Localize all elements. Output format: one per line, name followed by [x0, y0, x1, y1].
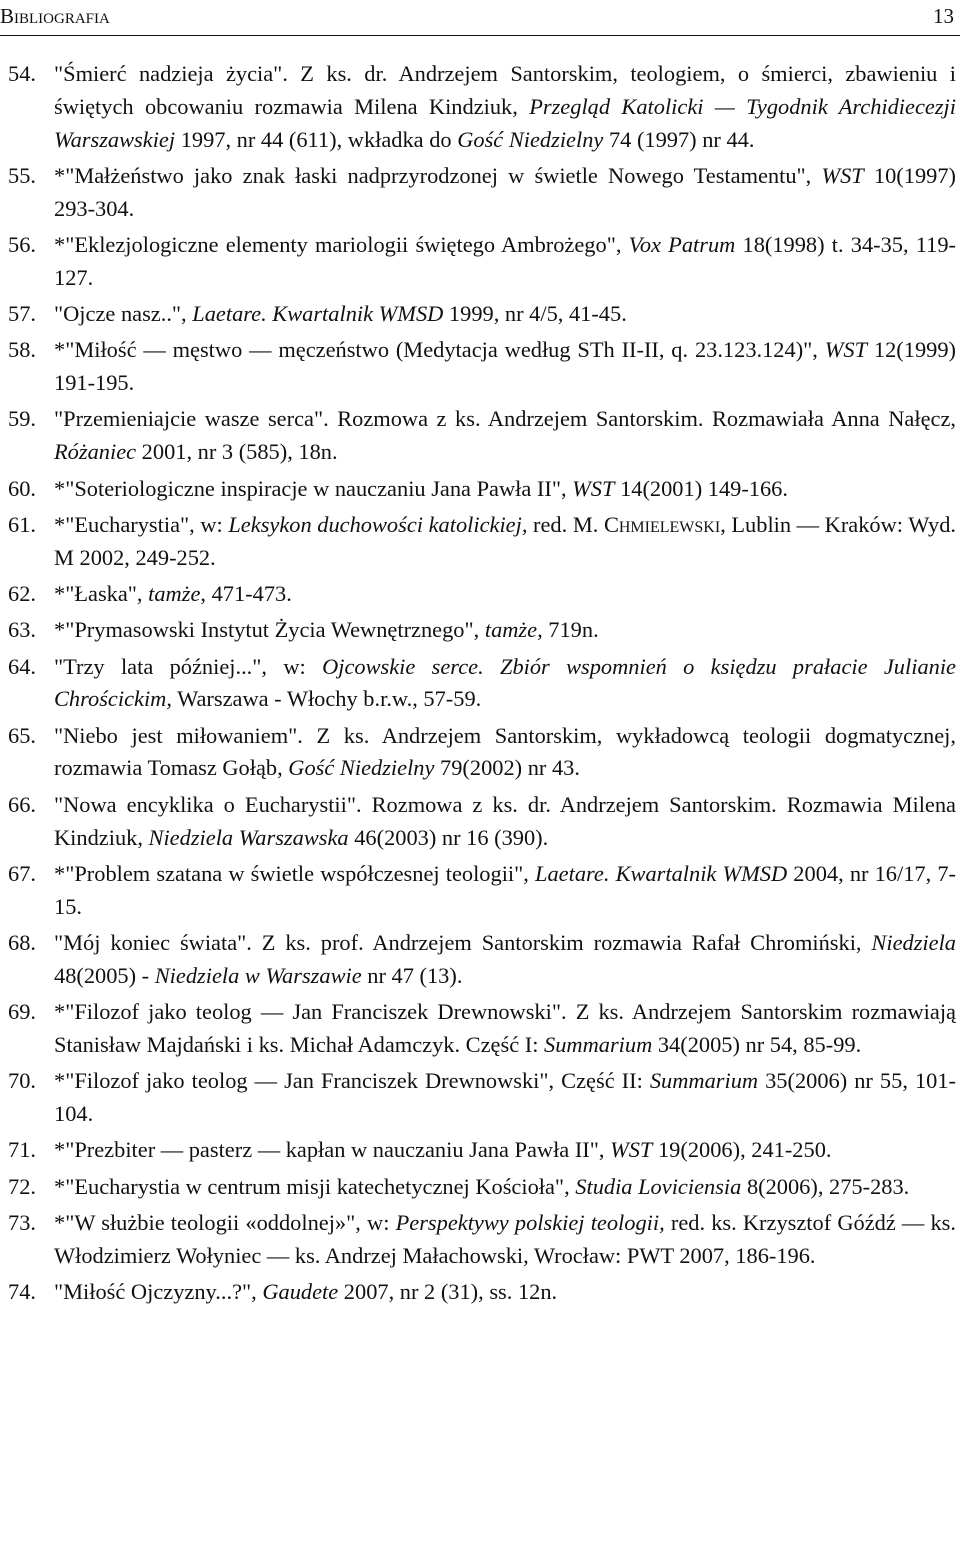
header-rule	[0, 35, 960, 36]
entry-number: 58.	[8, 337, 36, 363]
entry-text: "Śmierć nadzieja życia". Z ks. dr. Andrzejem Santorskim, teologiem, o śmierci, zbawieniu i świętych obcowaniu rozmawia Milena Kindziuk,	[54, 61, 956, 119]
entry-title-italic: tamże	[148, 580, 201, 606]
entry-title-italic: Summarium	[649, 1068, 759, 1094]
entry-number: 71.	[8, 1137, 36, 1163]
entry-text: "Mój koniec świata". Z ks. prof. Andrzejem Santorskim rozmawia Rafał Chromiński,	[54, 929, 872, 955]
entry-text: "Nowa encyklika o Eucharystii". Rozmowa z ks. dr. Andrzejem Santorskim. Rozmawia Milena Kindziuk,	[54, 791, 956, 850]
entry-text: 14(2001) 149-166.	[614, 475, 788, 501]
entry-number: 60.	[8, 475, 36, 501]
entry-text: *"Soteriologiczne inspiracje w nauczaniu Jana Pawła II",	[54, 475, 573, 501]
entry-title-italic: tamże,	[484, 617, 543, 643]
bibliography-entry	[0, 858, 956, 924]
bibliography-entry	[0, 1276, 956, 1309]
bibliography-entry	[0, 298, 956, 331]
entry-title-italic: Gaudete	[262, 1278, 339, 1304]
bibliography-list	[0, 58, 956, 1312]
entry-text: *"Eucharystia", w:	[54, 511, 229, 537]
bibliography-entry	[0, 996, 956, 1062]
entry-number: 55.	[8, 162, 36, 188]
entry-title-italic: Różaniec	[54, 439, 137, 465]
entry-title-italic: Leksykon duchowości katolickiej,	[228, 511, 528, 537]
entry-text: "Miłość Ojczyzny...?",	[54, 1278, 263, 1304]
entry-text: 34(2005) nr 54, 85-99.	[652, 1031, 862, 1057]
bibliography-entry	[0, 614, 956, 647]
entry-title-italic: Laetare. Kwartalnik WMSD	[535, 860, 788, 886]
bibliography-entry	[0, 1171, 956, 1204]
entry-number: 67.	[8, 860, 36, 886]
entry-number: 56.	[8, 231, 36, 257]
entry-number: 72.	[8, 1173, 36, 1199]
entry-number: 64.	[8, 653, 36, 679]
entry-title-italic: Niedziela Warszawska	[148, 824, 349, 850]
entry-text: red. ks. Krzysztof Góźdź — ks. Włodzimierz Wołyniec — ks. Andrzej Małachowski, Wrocław: PWT 2007, 186-196.	[54, 1209, 956, 1268]
entry-text: 8(2006), 275-283.	[741, 1173, 910, 1199]
entry-number: 74.	[8, 1278, 36, 1304]
entry-text: *"Eucharystia w centrum misji katechetycznej Kościoła",	[54, 1173, 576, 1199]
entry-text: *"Prymasowski Instytut Życia Wewnętrznego",	[54, 617, 485, 643]
entry-text: 10(1997) 293-304.	[54, 162, 956, 221]
entry-number: 68.	[8, 929, 36, 955]
entry-title-italic: WST	[572, 475, 615, 501]
page-number: 13	[933, 4, 954, 28]
bibliography-entry	[0, 473, 956, 506]
entry-text: *"Filozof jako teolog — Jan Franciszek Drewnowski". Z ks. Andrzejem Santorskim rozmawiają Stanisław Majdański i ks. Michał Adamczyk. Część I:	[54, 999, 956, 1057]
entry-number: 69.	[8, 999, 36, 1025]
entry-title-italic: Gość Niedzielny	[288, 755, 435, 781]
entry-number: 54.	[8, 61, 36, 86]
entry-text: 2007, nr 2 (31), ss. 12n.	[338, 1278, 558, 1304]
entry-number: 63.	[8, 617, 36, 643]
entry-text: *"Eklezjologiczne elementy mariologii świętego Ambrożego",	[54, 231, 629, 257]
bibliography-entry	[0, 651, 956, 717]
bibliography-entry	[0, 1065, 956, 1131]
entry-title-italic: Gość Niedzielny	[457, 126, 604, 152]
entry-title-italic: Studia Loviciensia	[575, 1173, 742, 1199]
entry-text: 35(2006) nr 55, 101-104.	[54, 1068, 956, 1126]
entry-text: 2001, nr 3 (585), 18n.	[136, 439, 338, 465]
bibliography-entry	[0, 229, 956, 295]
entry-text: 79(2002) nr 43.	[434, 755, 580, 781]
bibliography-entry	[0, 160, 956, 226]
bibliography-entry	[0, 509, 956, 575]
entry-text: *"Małżeństwo jako znak łaski nadprzyrodzonej w świetle Nowego Testamentu",	[54, 162, 822, 188]
entry-number: 66.	[8, 791, 36, 817]
entry-text: , 471-473.	[200, 580, 292, 606]
entry-title-italic: Przegląd Katolicki — Tygodnik Archidiecezji Warszawskiej	[54, 93, 956, 152]
entry-text: *"W służbie teologii «oddolnej»", w:	[54, 1209, 396, 1235]
entry-number: 73.	[8, 1209, 36, 1235]
entry-title-italic: WST	[824, 337, 868, 363]
entry-text: "Przemieniajcie wasze serca". Rozmowa z ks. Andrzejem Santorskim. Rozmawiała Anna Nałęcz,	[54, 406, 956, 432]
entry-number: 65.	[8, 722, 36, 748]
entry-number: 61.	[8, 511, 36, 537]
entry-text: Warszawa - Włochy b.r.w., 57-59.	[171, 686, 482, 712]
entry-text: "Niebo jest miłowaniem". Z ks. Andrzejem Santorskim, wykładowcą teologii dogmatycznej, rozmawia Tomasz Gołąb,	[54, 722, 956, 781]
entry-title-italic: Niedziela	[871, 929, 956, 955]
entry-title-italic: WST	[610, 1137, 653, 1163]
bibliography-entry	[0, 789, 956, 855]
bibliography-entry	[0, 720, 956, 786]
entry-number: 57.	[8, 301, 36, 327]
entry-text: "Ojcze nasz..",	[54, 301, 193, 327]
entry-text: , Lublin — Kraków: Wyd. M 2002, 249-252.	[54, 511, 956, 570]
entry-title-italic: Ojcowskie serce. Zbiór wspomnień o księdzu prałacie Julianie Chrościckim,	[54, 653, 956, 712]
entry-title-italic: Niedziela w Warszawie	[154, 962, 362, 988]
bibliography-entry	[0, 1134, 956, 1167]
bibliography-entry	[0, 58, 956, 156]
entry-text: 46(2003) nr 16 (390).	[348, 824, 549, 850]
entry-text: nr 47 (13).	[361, 962, 463, 988]
entry-text: red. M.	[527, 511, 604, 537]
entry-text: 1999, nr 4/5, 41-45.	[443, 301, 627, 327]
entry-number: 59.	[8, 406, 36, 432]
entry-text: 2004, nr 16/17, 7-15.	[54, 860, 956, 919]
entry-title-italic: Vox Patrum	[628, 231, 736, 257]
entry-text: *"Miłość — męstwo — męczeństwo (Medytacja według STh II-II, q. 23.123.124)",	[54, 337, 825, 363]
entry-text: 1997, nr 44 (611), wkładka do	[175, 126, 458, 152]
running-head	[0, 2, 954, 32]
entry-author-smallcaps: Chmielewski	[603, 511, 721, 537]
entry-text: 48(2005) -	[54, 962, 155, 988]
entry-title-italic: Perspektywy polskiej teologii,	[395, 1209, 665, 1235]
entry-title-italic: WST	[821, 162, 864, 188]
bibliography-entry	[0, 403, 956, 469]
entry-text: 74 (1997) nr 44.	[603, 126, 755, 152]
entry-title-italic: Summarium	[544, 1031, 653, 1057]
entry-text: *"Filozof jako teolog — Jan Franciszek Drewnowski", Część II:	[54, 1068, 650, 1094]
entry-text: 18(1998) t. 34-35, 119-127.	[54, 231, 956, 290]
entry-text: *"Prezbiter — pasterz — kapłan w nauczaniu Jana Pawła II",	[54, 1137, 611, 1163]
entry-text: "Trzy lata później...", w:	[54, 653, 323, 679]
entry-number: 62.	[8, 580, 36, 606]
entry-number: 70.	[8, 1068, 36, 1094]
entry-text: 719n.	[542, 617, 599, 643]
entry-text: *"Łaska",	[54, 580, 149, 606]
running-head-title: Bibliografia	[0, 4, 110, 28]
entry-title-italic: Laetare. Kwartalnik WMSD	[192, 301, 444, 327]
entry-text: 19(2006), 241-250.	[652, 1137, 832, 1163]
bibliography-entry	[0, 334, 956, 400]
entry-text: *"Problem szatana w świetle współczesnej teologii",	[54, 860, 536, 886]
bibliography-entry	[0, 578, 956, 611]
entry-text: 12(1999) 191-195.	[54, 337, 956, 396]
bibliography-entry	[0, 927, 956, 993]
bibliography-entry	[0, 1207, 956, 1273]
